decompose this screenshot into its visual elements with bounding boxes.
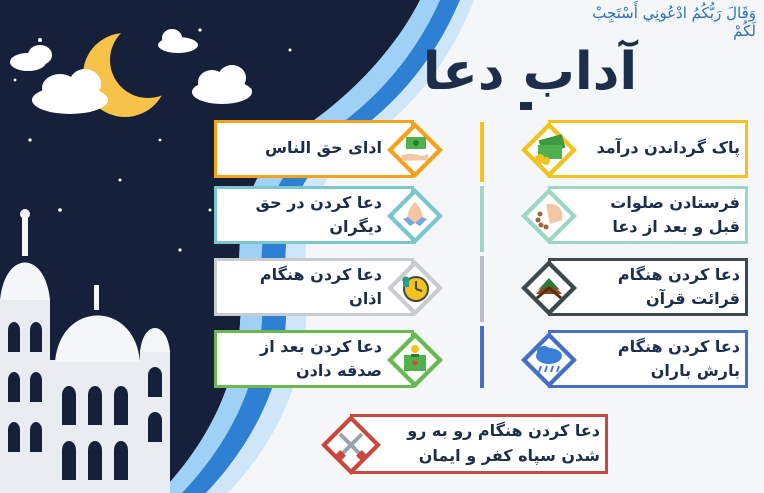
crossed-swords-icon [334,428,368,462]
page-title: آداب دعا [422,42,638,102]
rain-cloud-icon [532,344,566,374]
rule-text-line1: دعا کردن هنگام [617,337,740,356]
quran-verse: وَقَالَ رَبُّکُمُ ادْعُونِي أَسْتَجِبْ لَکُمْ [592,4,756,40]
rule-text-line2: دیگران [329,217,382,236]
rule-card-battle [320,412,610,478]
rule-card-quran [512,258,750,320]
rule-text: پاک گرداندن درآمد [596,138,740,157]
title-underline [520,102,532,110]
rule-text-line2: صدقه دادن [295,361,382,380]
center-divider [480,122,484,388]
rule-card-rain [512,330,750,392]
prayer-beads-icon [532,200,566,230]
charity-box-icon [398,343,432,375]
rule-text-line1: دعا کردن هنگام رو به رو [407,421,600,440]
rule-text: ادای حق الناس [264,138,382,157]
rule-card-purify-income [512,120,750,182]
rule-text-line2: قبل و بعد از دعا [612,217,740,236]
rule-card-adhan [214,258,448,320]
rule-card-peoples-rights [214,120,448,182]
mosque-clock-icon [398,271,432,303]
rule-text-line1: دعا کردن بعد از [260,337,382,356]
rule-text-line2: اذان [349,289,382,308]
rule-text-line1: فرستادن صلوات [610,193,740,212]
quran-icon [532,272,566,302]
money-icon [532,133,566,165]
rule-text-line2: بارش باران [650,361,740,380]
rule-text-line1: دعا کردن هنگام [617,265,740,284]
rule-text-line1: دعا کردن هنگام [259,265,382,284]
praying-hands-icon [398,199,432,231]
rule-text-line1: دعا کردن در حق [255,193,382,212]
rule-card-salawat [512,186,750,248]
rule-text-line2: شدن سپاه کفر و ایمان [418,446,600,465]
money-hand-icon [398,134,432,164]
rule-text-line2: قرائت قرآن [646,289,740,308]
rule-card-charity [214,330,448,392]
rule-card-pray-for-others [214,186,448,248]
